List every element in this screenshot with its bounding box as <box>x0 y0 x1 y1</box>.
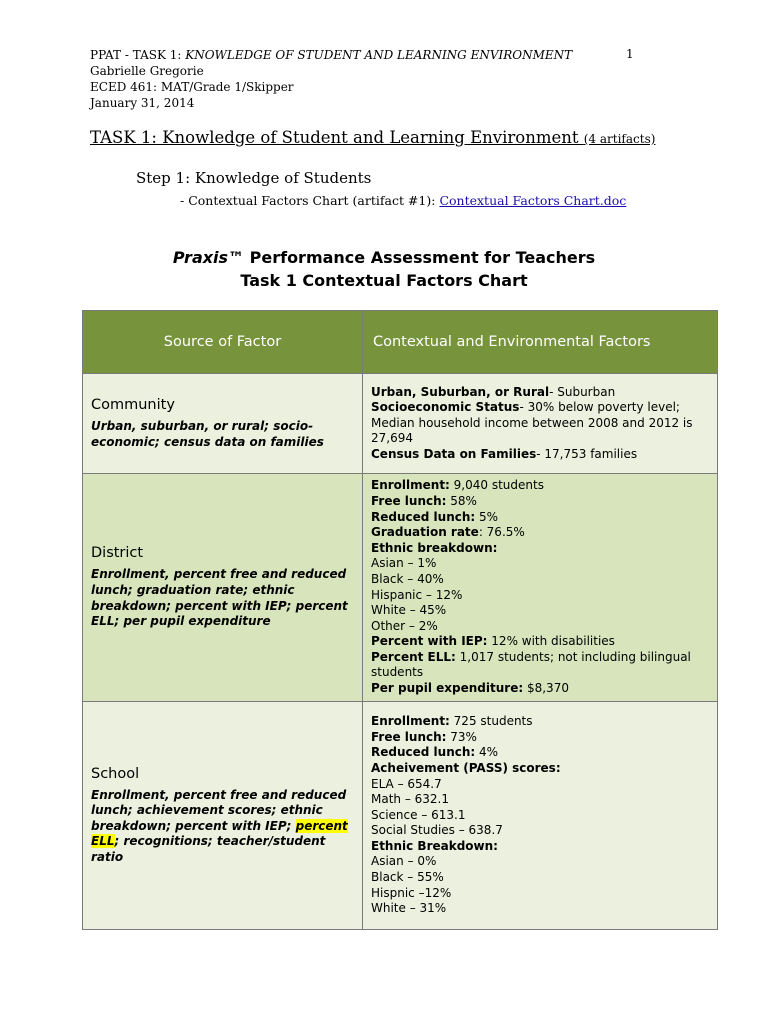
artifact-line: - Contextual Factors Chart (artifact #1): Contextual Factors Chart.doc <box>180 193 627 208</box>
col-header-source: Source of Factor <box>83 311 363 374</box>
table-row-community <box>83 374 718 474</box>
factors-cell: Urban, Suburban, or Rural- Suburban Socioeconomic Status- 30% below poverty level; Median household income between 2008 and 2012 is 27,694 Census Data on Families- 17,753 families <box>363 374 718 474</box>
table-row-school <box>83 702 718 930</box>
source-cell <box>83 702 363 930</box>
chart-heading-line1: Praxis™ Performance Assessment for Teachers <box>172 248 596 267</box>
source-cell <box>83 474 363 702</box>
author-name: Gabrielle Gregorie <box>90 64 204 78</box>
artifacts-note: (4 artifacts) <box>583 132 656 146</box>
running-head-title: KNOWLEDGE OF STUDENT AND LEARNING ENVIRONMENT <box>185 48 573 62</box>
task-title: TASK 1: Knowledge of Student and Learning Environment (4 artifacts) <box>90 128 656 147</box>
artifact-link[interactable]: Contextual Factors Chart.doc <box>439 193 627 208</box>
highlighted-text: percent ELL <box>91 818 348 849</box>
source-description: Enrollment, percent free and reduced lunch; achievement scores; ethnic breakdown; percent with IEP; percent ELL; recognitions; teacher/student ratio <box>91 787 348 864</box>
col-header-factors: Contextual and Environmental Factors <box>363 311 718 374</box>
table-header-row <box>83 311 718 374</box>
source-name: School <box>91 765 140 782</box>
source-name: Community <box>91 396 175 413</box>
course-info: ECED 461: MAT/Grade 1/Skipper <box>90 80 294 94</box>
chart-heading-line2: Task 1 Contextual Factors Chart <box>240 271 528 290</box>
document-date: January 31, 2014 <box>90 96 195 110</box>
running-head: PPAT - TASK 1: KNOWLEDGE OF STUDENT AND LEARNING ENVIRONMENT <box>90 48 573 62</box>
source-cell <box>83 374 363 474</box>
page-number: 1 <box>626 47 634 61</box>
factors-cell: Enrollment: 9,040 students Free lunch: 58% Reduced lunch: 5% Graduation rate: 76.5% Ethnic breakdown: Asian – 1% Black – 40% Hispanic – 12% White – 45% Other – 2% Percent with IEP: 12% with disabilities Percent ELL: 1,017 students; not including bilingual students Per pupil expenditure: $8,370 <box>363 474 718 702</box>
contextual-factors-table <box>82 310 718 930</box>
step-title: Step 1: Knowledge of Students <box>136 169 372 187</box>
source-description: Enrollment, percent free and reduced lunch; graduation rate; ethnic breakdown; percent with IEP; percent ELL; per pupil expenditure <box>91 567 348 629</box>
source-description: Urban, suburban, or rural; socio-economic; census data on families <box>91 418 324 449</box>
factors-cell: Enrollment: 725 students Free lunch: 73% Reduced lunch: 4% Acheivement (PASS) scores: ELA – 654.7 Math – 632.1 Science – 613.1 Social Studies – 638.7 Ethnic Breakdown: Asian – 0% Black – 55% Hispnic –12% White – 31% <box>363 702 718 930</box>
table-row-district <box>83 474 718 702</box>
source-name: District <box>91 545 144 562</box>
